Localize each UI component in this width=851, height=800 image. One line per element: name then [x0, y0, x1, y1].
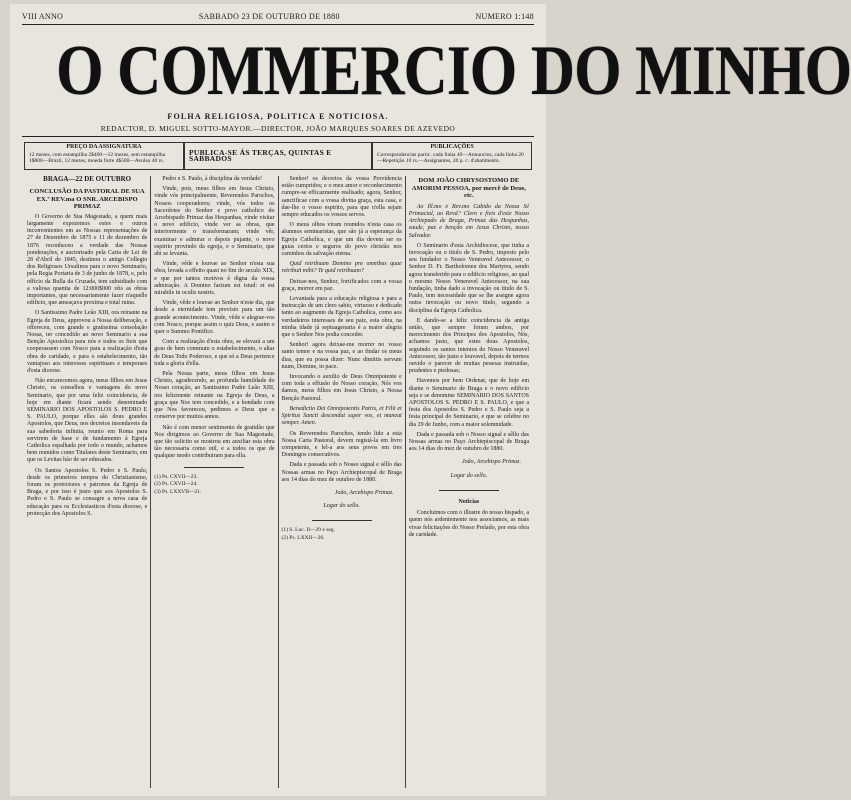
- newspaper-page: [10, 4, 851, 796]
- top-rule: [22, 24, 534, 25]
- dateline: BRAGA—22 DE OUTUBRO: [43, 175, 132, 183]
- footnote-rule: [184, 467, 244, 468]
- paragraph: Concluimos com o illustre do nosso bispado, a quem nós ardentemente nos associamos, as mais vivas felicitações do Nosso Prelado, por esta obra de caridade.: [408, 510, 529, 538]
- column-3: [279, 176, 406, 788]
- paragraph: Senhor! os decretos da vossa Providencia estão cumpridos; e o meu amor e reconhecimento cumpre-se efficazmente realisado; agora, Senhor, sanctificae com a vossa divina graça, esta casa, e dae-lhe o vosso espirito, para que n'ella sejam sempre educados os vossos servos.: [281, 176, 402, 219]
- column-4: [406, 176, 532, 788]
- paragraph: Com a realização d'esta obra, se elevará a um grau de bem commum o estabelecimento, o altar de Deus Todo Poderoso, e que só a Deus pertence toda a gloria d'ella.: [154, 339, 275, 367]
- paragraph: Benedictio Dei Omnipotentis Patris, et Filii et Spiritus Sancti descendat super vos, et maneat semper. Amen.: [281, 405, 402, 427]
- paragraph: Deixae-nos, Senhor, fortificados com a vossa graça, morrer em paz.: [281, 278, 402, 292]
- paragraph: Invocando o auxilio de Deus Omnipotente e com toda a effusão do Nosso coração, Nós vos damos, meus filhos em Jesus Christo, a Nossa Benção Pastoral.: [281, 374, 402, 402]
- paragraph: Pedro e S. Paulo, á disciplina da verdade!: [162, 176, 263, 182]
- paragraph: Os Santos Apostolos S. Pedro e S. Paulo, desde os primeiros tempos do Christianismo, foram os protectores e patronos da Egreja de Braga, e por isso é justo que aos Apostolos S. Pedro e S. Paulo se consagre a nova casa de educação para os Ecclesiasticos d'esta diocese, e protecção dos Apostolos S.: [27, 467, 148, 517]
- signature: João, Arcebispo Primaz.: [334, 489, 394, 496]
- seal-place: Logar do sello.: [450, 472, 488, 479]
- editors-rule: [22, 136, 534, 137]
- paragraph: Quid retribuam Domino pro omnibus quae retribuit mihi? Te quid retribuam?: [281, 261, 402, 275]
- issue-year: VIII ANNO: [22, 11, 64, 21]
- subscription-box: [24, 142, 184, 170]
- paragraph: Os Reverendos Parochos, tendo lido a esta Nossa Carta Pastoral, devem registá-la em livro competente, e lel-a aos seus povos em tres Domingos consecutivos.: [281, 430, 402, 459]
- paragraph: Vinde, vêde e louvae ao Senhor n'esta sua obra, levada a effeito quasi no fim do seculo XIX, e que por tantos motivos é digna da vossa admiração. A Domino factum est istud: et est mirabile in oculis nostris.: [154, 261, 275, 297]
- paragraph: Não é com menor sentimento de gratidão que Nos dirigimos ao Governo de Sua Magestade, que tão solicito se mostrou em auxiliar esta obra tão necessaria como util, e a todos os que de qualquer modo contribuiram para ella.: [154, 424, 275, 460]
- column-1: [24, 176, 151, 788]
- paragraph: O Governo de Sua Magestade, a quem mais largamente expozemos estes e outros inconvenientes em as Nossas representações de 27 de Dezembro de 1875 e 11 de dezembro de 1876 reconheceu a verdade das Nossas ponderações, e auctorisado pela Carta de Lei de 28 d'Abril de 1845, destinou o antigo Collegio dos Religiosos Ursulinos para o novo Seminario, pela Regia Portaria de 3 de junho de 1878, e, pelo officio da Bulla da Cruzada, tem subsidiado com a valiosa quantia de 12:000$000 réis as obras importantes, que necessariamente fazer n'aquelle edificio, que ameaçava proxima e total ruina.: [27, 213, 148, 307]
- seal-place: Logar do sello.: [323, 503, 360, 510]
- paragraph: Dada e passada sob o Nosso signal e sêllo das Nossas armas no Paço Archiepiscopal de Braga aos 14 dias do mez de outubro de 1880.: [281, 462, 402, 483]
- paragraph: Pela Nossa parte, meus filhos em Jesus Christo, agradecendo, as profunda humildade do Nosso coração, ao Santissimo Padre Leão XIII, ora felizmente reinante na Egreja de Deus, a graça que Nos tem concedido, e a bondade com que Nos favoreceu, pedimos a Deus que o conserve por muitos annos.: [154, 371, 275, 421]
- section-rule: [439, 490, 499, 491]
- column-2: [151, 176, 278, 788]
- subscription-title: PREÇO DA ASSIGNATURA: [66, 144, 142, 150]
- paragraph: Ao Ill.mo e Rev.mo Cabido da Nossa Sé Primacial, ao Revd.º Clero e fieis d'este Nosso Archiepado de Braga, Primaz das Hespanhas, saude, paz e benção em Jesus Christo, nosso Salvador.: [408, 203, 529, 239]
- publications-text: Correspondencias partic. cada linha 40—Annuncios, cada linha 20—Repetição 10 rs.—Assignantes, 20 p. c. d'abatimento.: [377, 151, 524, 164]
- editors-line: REDACTOR, D. MIGUEL SOTTO-MAYOR.—DIRECTOR, JOÃO MARQUES SOARES DE AZEVEDO: [100, 124, 456, 133]
- footnote: (2) Ps. CXVII—24.: [154, 481, 198, 488]
- paragraph: Dada e passada sob o Nosso signal e sêllo das Nossas armas no Paço Archiepiscopal de Braga aos 14 dias do mez de outubro de 1880.: [408, 431, 529, 453]
- paragraph: Vinde, pois, meus filhos em Jesus Christo, vinde vós principalmente, Reverendos Parochos, Nossos cooperadores; vinde, vós todos os Sacerdotes do Senhor e povo catholico do Arcebispado Primaz das Hespanhas, vinde visitar o novo edificio, vinde ver as obras, que interiormente o transformaram; vinde vêr, examinar e admirar o depois pujante, o novo espirito provindo da egreja, e o Seminario, que ahi se levanta.: [154, 186, 275, 258]
- masthead-title: O COMMERCIO DO MINHO: [56, 32, 851, 110]
- footnote-rule: [312, 520, 372, 521]
- paragraph: O Seminario d'esta Archidiocese, que tinha a invocação ou o titulo de S. Pedro, imposto pelo seu fundador o Nosso Veneravel Antecessor, o Senhor D. Fr. Bartholomeu dos Martyres, sendo agora transferido para o edificio religioso, ao qual o mesmo Nosso Veneravel Antecessor, na sua fundação, tinha dado a invocação ou titulo de S. Paulo, tem necessidade que se lhe assigne agora outra invocação ou novo titulo, segundo a disciplina da Egreja Catholica.: [408, 242, 529, 314]
- subscription-text: 12 mezes, com estampilha 2$400—12 mezes, sem estampilha 1$800—Brazil, 12 mezes, moeda forte 4$500—Avulso 40 rs.: [29, 151, 166, 164]
- footnote: (1) S. Luc. II—29 e seg.: [281, 527, 335, 534]
- notices-title: Noticias: [458, 498, 480, 505]
- article-columns: [24, 176, 532, 788]
- paragraph: E dando-se a feliz coincidencia da antiga união, que sempre foram ambos, por merecimento dos Principes dos Apostolos, Nós, achamos justo, que estes dous Apostolos, seguindo os santos intentos do Nosso Veneravel Antecessor, tão justo e louvavel, depois de termos ouvido o parecer de muitas pessoas instruidas, prudentes e piedosas;: [408, 317, 529, 375]
- footnote: (2) Ps. LXXII—26.: [281, 534, 325, 541]
- issue-number: NUMERO 1:148: [475, 11, 534, 21]
- footnote: (1) Ps. CXVII—23.: [154, 473, 198, 480]
- publication-days: PUBLICA-SE ÁS TERÇAS, QUINTAS E SABBADOS: [184, 142, 372, 170]
- archbishop-heading: DOM JOÃO CHRYSOSTOMO DE AMORIM PESSOA, por mercê de Deus, etc.: [411, 177, 526, 200]
- footnotes: [282, 527, 402, 541]
- info-bar: [24, 142, 532, 170]
- paragraph: Vinde, vêde e louvae ao Senhor n'este dia, que desde a eternidade tem previsto para um tão grande acontecimento. Vinde, vêde e alegrae-vos com Nosco, porque assim o quiz Deus, e assim o quer o Summo Pontifice.: [154, 300, 275, 336]
- footnotes: [154, 474, 274, 496]
- pastoral-title: CONCLUSÃO DA PASTORAL DE SUA EX.ª REV.ma O SNR. ARCEBISPO PRIMAZ: [29, 188, 145, 211]
- paragraph: Havemos por bem Ordenar, que de hoje em diante o Seminario de Braga e o novo edificio seja e se denomine SEMINARIO DOS SANTOS APOSTOLOS S. PEDRO E S. PAULO, e que a festa dos Apostolos S. Pedro e S. Paulo seja a festa principal do Seminario, e que se celebre no dia 29 de Junho, com a maior solemnidade.: [408, 378, 529, 428]
- paragraph: Senhor! agora deixae-me morrer no vosso santo temor e na vossa paz, e ao findar os meus dias, que eu possa dizer: Nunc dimittis servum tuum, Domine, in pace.: [281, 342, 402, 370]
- signature: João, Arcebispo Primaz.: [462, 459, 521, 466]
- footnote: (3) Ps. LXXVII—21.: [154, 488, 202, 495]
- issue-date: SABBADO 23 DE OUTUBRO DE 1880: [198, 11, 340, 21]
- paragraph: Levantada para a educação religiosa e para a instrucção de um clero sabio, virtuoso e dedicado tanto ao augmento da Egreja Catholica, como aos verdadeiros interesses de seu paiz, esta obra, na minha idade já septuagenaria é a maior alegria que o Senhor Nos podia conceder.: [281, 296, 402, 339]
- publications-title: PUBLICAÇÕES: [430, 144, 474, 150]
- publications-box: [372, 142, 532, 170]
- paragraph: Não encarecemos agora, meus filhos em Jesus Christo, os conselhos e vantagens do novo Seminario, que por uma feliz coincidencia, de hoje em diante ficará sendo denominado SEMINARIO DOS APOSTOLOS S. PEDRO E S. PAULO, porque elles são dous grandes Apostolos, que Deus, nos decretos insondaveis da sua sabedoria infinita, reunio em Roma para servirem de base e de fundamento á Egreja Catholica espalhada por todo o mundo, achamos bem reunidos como Titulares deste Seminario, em que os Levitas hão de ser educados.: [27, 378, 148, 464]
- masthead-subtitle: FOLHA RELIGIOSA, POLITICA E NOTICIOSA.: [167, 112, 389, 121]
- paragraph: O Santissimo Padre Leão XIII, ora reinante na Egreja de Deus, approvou a Nossa deliberação, e offereceu, com grande e gratissima consolação Nossa, ter concedido ao novo Seminario a sua Benção Apostolica para nós e todos os fieis que cooperassem com Nosco para a realização d'esta obra de caridade, e para o estabelecimento, tão vantajoso aos interesses espirituaes e temporaes d'esta diocese.: [27, 310, 148, 374]
- paragraph: O meus olhos viram reunidos n'esta casa os alumnos seminaristas, que são já a esperança da Egreja Catholica, e que um dia devem ser os guias certos e seguros do povo christão nos caminhos da salvação eterna.: [281, 222, 402, 258]
- top-line: [22, 10, 534, 22]
